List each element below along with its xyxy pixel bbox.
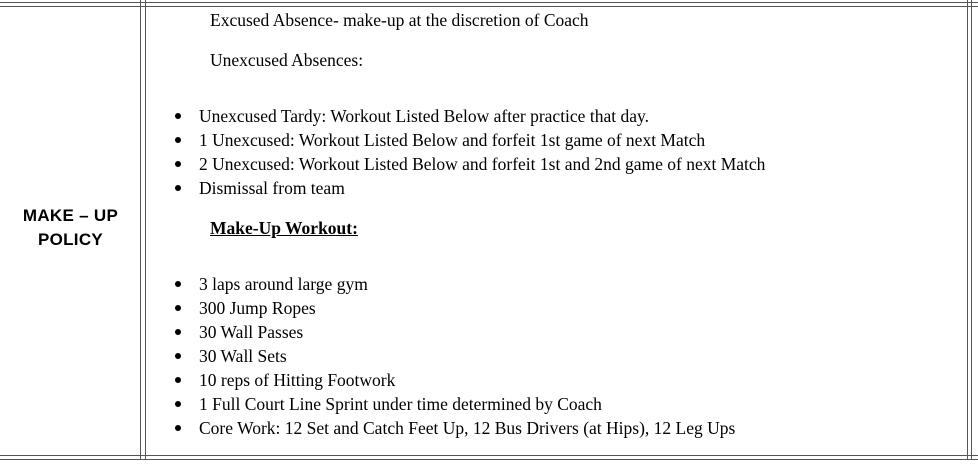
policy-label: MAKE – UP POLICY bbox=[22, 206, 119, 249]
bullet-icon bbox=[175, 329, 181, 335]
unexcused-list bbox=[147, 104, 765, 200]
unexcused-heading: Unexcused Absences: bbox=[210, 50, 364, 70]
list-item: 300 Jump Ropes bbox=[147, 296, 735, 320]
content-cell bbox=[147, 0, 969, 466]
list-item: Dismissal from team bbox=[147, 176, 765, 200]
bullet-icon bbox=[175, 113, 181, 119]
bullet-icon bbox=[175, 353, 181, 359]
list-item: 1 Full Court Line Sprint under time determined by Coach bbox=[147, 392, 735, 416]
bullet-icon bbox=[175, 401, 181, 407]
bullet-icon bbox=[175, 137, 181, 143]
bullet-icon bbox=[175, 161, 181, 167]
workout-heading: Make-Up Workout: bbox=[210, 218, 358, 238]
right-border-outer bbox=[971, 0, 972, 460]
list-item: 30 Wall Sets bbox=[147, 344, 735, 368]
bullet-icon bbox=[175, 281, 181, 287]
bullet-icon bbox=[175, 305, 181, 311]
divider-right bbox=[145, 0, 146, 460]
bullet-icon bbox=[175, 377, 181, 383]
list-item: 10 reps of Hitting Footwork bbox=[147, 368, 735, 392]
list-item: 3 laps around large gym bbox=[147, 272, 735, 296]
bullet-icon bbox=[175, 185, 181, 191]
excused-absence-text: Excused Absence- make-up at the discretion of Coach bbox=[210, 10, 589, 30]
workout-list bbox=[147, 272, 735, 440]
bullet-icon bbox=[175, 425, 181, 431]
label-cell bbox=[0, 0, 141, 466]
list-item: 30 Wall Passes bbox=[147, 320, 735, 344]
list-item: Core Work: 12 Set and Catch Feet Up, 12 Bus Drivers (at Hips), 12 Leg Ups bbox=[147, 416, 735, 440]
list-item: 1 Unexcused: Workout Listed Below and forfeit 1st game of next Match bbox=[147, 128, 765, 152]
list-item: Unexcused Tardy: Workout Listed Below after practice that day. bbox=[147, 104, 765, 128]
list-item: 2 Unexcused: Workout Listed Below and forfeit 1st and 2nd game of next Match bbox=[147, 152, 765, 176]
